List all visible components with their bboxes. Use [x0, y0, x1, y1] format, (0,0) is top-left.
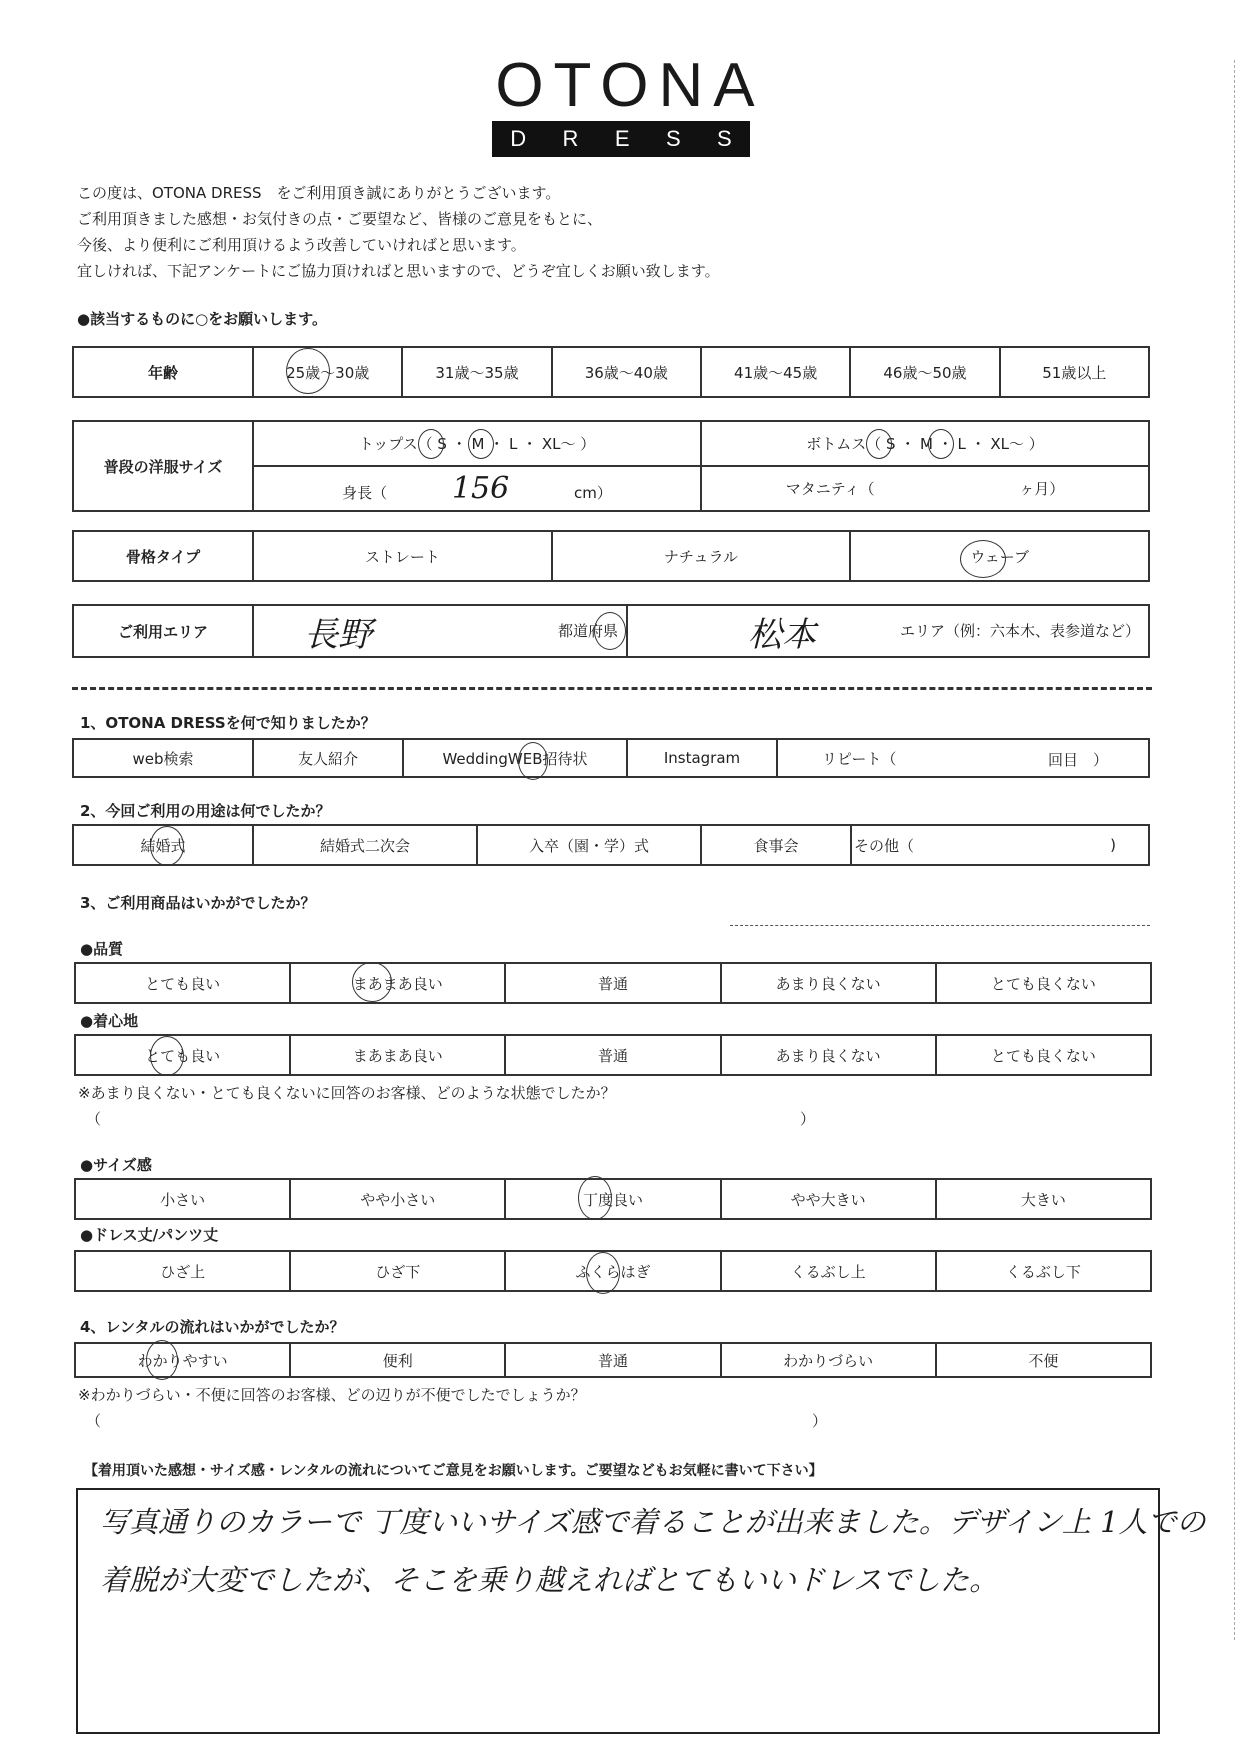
section-divider: [72, 687, 1152, 690]
maternity-unit: ヶ月）: [1019, 480, 1065, 498]
length-option[interactable]: くるぶし上: [721, 1251, 936, 1291]
prefecture-value: 長野: [304, 614, 372, 655]
paren-close: ）: [812, 1412, 828, 1430]
comment-title: 【着用頂いた感想・サイズ感・レンタルの流れについてご意見をお願いします。ご要望などもお気軽に書いて下さい】: [84, 1463, 823, 1479]
area-label: ご利用エリア: [73, 605, 253, 657]
age-option[interactable]: 51歳以上: [1000, 347, 1149, 397]
selection-circle: [146, 1340, 178, 1380]
q1-option[interactable]: web検索: [73, 739, 253, 777]
selection-circle: [578, 1176, 612, 1220]
q4-note: ※わかりづらい・不便に回答のお客様、どの辺りが不便でしたでしょうか？: [78, 1386, 586, 1404]
q2-table: [72, 824, 1150, 866]
selection-circle: [960, 540, 1006, 578]
selection-circle: [418, 429, 444, 459]
quality-table: [74, 962, 1152, 1004]
area-field[interactable]: [627, 605, 1149, 657]
quality-option[interactable]: あまり良くない: [721, 963, 936, 1003]
comfort-option[interactable]: あまり良くない: [721, 1035, 936, 1075]
comfort-option[interactable]: とても良くない: [936, 1035, 1151, 1075]
height-value: 156: [451, 471, 510, 506]
q4-option[interactable]: わかりづらい: [721, 1343, 936, 1377]
age-option[interactable]: 46歳〜50歳: [850, 347, 999, 397]
q4-option[interactable]: 普通: [505, 1343, 720, 1377]
q4-title: 4、レンタルの流れはいかがでしたか？: [80, 1318, 345, 1336]
logo-letter: D: [510, 126, 527, 151]
faint-line: [730, 925, 1150, 926]
age-label: 年齢: [73, 347, 253, 397]
logo-letter: E: [614, 126, 630, 151]
q2-option[interactable]: 入卒（園・学）式: [477, 825, 701, 865]
fit-label: ●サイズ感: [80, 1156, 152, 1174]
selection-circle: [150, 826, 184, 866]
logo-letter: R: [562, 126, 579, 151]
q2-option-other[interactable]: [851, 825, 1149, 865]
fit-option[interactable]: 大きい: [936, 1179, 1151, 1219]
length-label: ●ドレス丈/パンツ丈: [80, 1226, 219, 1244]
comfort-option[interactable]: とても良い: [75, 1035, 290, 1075]
q2-title: 2、今回ご利用の用途は何でしたか？: [80, 802, 331, 820]
age-option[interactable]: 41歳〜45歳: [701, 347, 850, 397]
frame-option[interactable]: ウェーブ: [850, 531, 1149, 581]
tops-sizes[interactable]: トップス（ S ・ M ・ L ・ XL〜 ）: [253, 421, 701, 466]
age-option[interactable]: 31歳〜35歳: [402, 347, 551, 397]
length-option[interactable]: ひざ下: [290, 1251, 505, 1291]
area-suffix: エリア（例：六本木、表参道など）: [899, 622, 1140, 640]
prefecture-field[interactable]: [253, 605, 627, 657]
selection-circle: [586, 1252, 620, 1294]
quality-option[interactable]: とても良くない: [936, 963, 1151, 1003]
q4-table: [74, 1342, 1152, 1378]
age-option[interactable]: 36歳〜40歳: [552, 347, 701, 397]
other-close: ): [1110, 836, 1116, 854]
quality-option[interactable]: まあまあ良い: [290, 963, 505, 1003]
height-label: 身長（: [342, 484, 388, 502]
frame-option[interactable]: ナチュラル: [552, 531, 851, 581]
fit-table: [74, 1178, 1152, 1220]
comfort-note: ※あまり良くない・とても良くないに回答のお客様、どのような状態でしたか？: [78, 1084, 616, 1102]
selection-circle: [594, 612, 626, 650]
age-table: [72, 346, 1150, 398]
intro-line: 宜しければ、下記アンケートにご協力頂ければと思いますので、どうぞ宜しくお願い致します。: [77, 262, 720, 280]
intro-line: ご利用頂きました感想・お気付きの点・ご要望など、皆様のご意見をもとに、: [77, 210, 603, 228]
selection-circle: [286, 348, 330, 394]
comment-line: 着脱が大変でしたが、そこを乗り越えればとてもいいドレスでした。: [100, 1563, 999, 1597]
quality-label: ●品質: [80, 940, 124, 958]
selection-circle: [150, 1036, 184, 1076]
selection-circle: [352, 962, 392, 1002]
intro-line: この度は、OTONA DRESS をご利用頂き誠にありがとうございます。: [77, 184, 561, 202]
q1-title: 1、OTONA DRESSを何で知りましたか？: [80, 714, 376, 732]
selection-circle: [518, 742, 548, 780]
instruction: ●該当するものに○をお願いします。: [77, 310, 327, 328]
quality-option[interactable]: 普通: [505, 963, 720, 1003]
prefecture-suffix: 都道府県: [557, 622, 618, 640]
frame-label: 骨格タイプ: [73, 531, 253, 581]
q3-title: 3、ご利用商品はいかがでしたか？: [80, 894, 316, 912]
length-option[interactable]: くるぶし下: [936, 1251, 1151, 1291]
maternity-field[interactable]: [701, 466, 1149, 511]
logo-letter: S: [717, 126, 732, 151]
paren-close: ）: [800, 1110, 816, 1128]
height-unit: cm）: [573, 484, 612, 502]
q1-option[interactable]: WeddingWEB招待状: [403, 739, 627, 777]
q4-option[interactable]: わかりやすい: [75, 1343, 290, 1377]
other-label: その他（: [854, 836, 915, 855]
selection-circle: [866, 429, 892, 459]
q4-option[interactable]: 不便: [936, 1343, 1151, 1377]
size-label: 普段の洋服サイズ: [73, 421, 253, 511]
logo-letter: S: [665, 126, 681, 151]
comment-line: 写真通りのカラーで 丁度いいサイズ感で着ることが出来ました。デザイン上 1人での: [100, 1505, 1206, 1539]
comfort-option[interactable]: 普通: [505, 1035, 720, 1075]
area-value: 松本: [748, 614, 816, 655]
fit-option[interactable]: 丁度良い: [505, 1179, 720, 1219]
q2-option[interactable]: 結婚式: [73, 825, 253, 865]
comfort-label: ●着心地: [80, 1012, 139, 1030]
repeat-count-suffix: 回目 ）: [1047, 751, 1108, 769]
q1-option-repeat[interactable]: [777, 739, 1149, 777]
frame-option[interactable]: ストレート: [253, 531, 552, 581]
maternity-label: マタニティ（: [785, 480, 875, 498]
fit-option[interactable]: 小さい: [75, 1179, 290, 1219]
comfort-table: [74, 1034, 1152, 1076]
fit-option[interactable]: やや小さい: [290, 1179, 505, 1219]
intro-line: 今後、より便利にご利用頂けるよう改善していければと思います。: [77, 236, 526, 254]
selection-circle: [928, 429, 954, 459]
length-option[interactable]: ふくらはぎ: [505, 1251, 720, 1291]
size-table: [72, 420, 1150, 512]
quality-option[interactable]: とても良い: [75, 963, 290, 1003]
comfort-option[interactable]: まあまあ良い: [290, 1035, 505, 1075]
q1-option[interactable]: 友人紹介: [253, 739, 403, 777]
paren-open: （: [86, 1110, 102, 1128]
q1-option[interactable]: Instagram: [627, 739, 777, 777]
scan-edge: [1234, 60, 1237, 1640]
height-field[interactable]: [253, 466, 701, 511]
logo-wordmark: OTONA: [495, 51, 765, 120]
repeat-label: リピート（: [822, 749, 897, 768]
selection-circle: [468, 429, 494, 459]
logo-dress-bar: [492, 121, 750, 157]
q2-option[interactable]: 食事会: [701, 825, 851, 865]
bottoms-sizes[interactable]: ボトムス（ S ・ M ・ L ・ XL〜 ）: [701, 421, 1149, 466]
q4-option[interactable]: 便利: [290, 1343, 505, 1377]
fit-option[interactable]: やや大きい: [721, 1179, 936, 1219]
age-option[interactable]: 25歳〜30歳: [253, 347, 402, 397]
q1-table: [72, 738, 1150, 778]
paren-open: （: [86, 1412, 102, 1430]
q2-option[interactable]: 結婚式二次会: [253, 825, 477, 865]
length-option[interactable]: ひざ上: [75, 1251, 290, 1291]
